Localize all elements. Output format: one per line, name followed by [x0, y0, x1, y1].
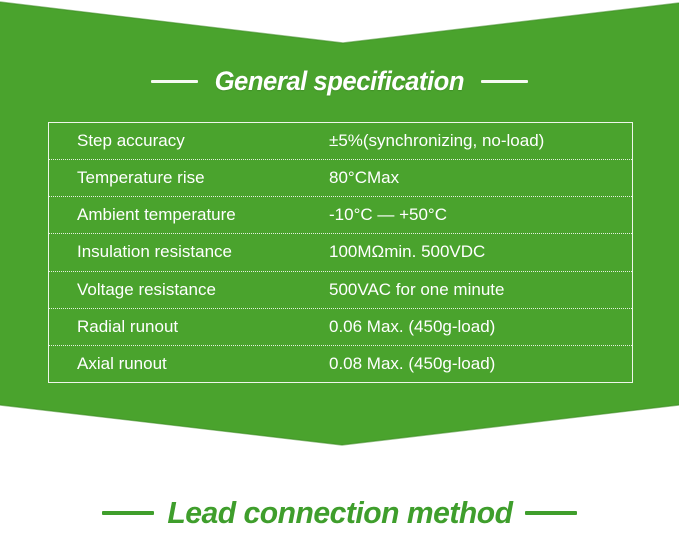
spec-value: 0.06 Max. (450g-load): [329, 316, 496, 336]
footer-dash-left: [102, 511, 154, 515]
lead-connection-heading: [0, 491, 679, 535]
spec-value: ±5%(synchronizing, no-load): [329, 131, 545, 151]
spec-label: Voltage resistance: [77, 279, 216, 299]
spec-table: [48, 122, 633, 383]
spec-value: 100MΩmin. 500VDC: [329, 242, 486, 262]
spec-label: Ambient temperature: [77, 205, 236, 225]
spec-row-step-accuracy: [49, 123, 632, 160]
spec-row-ambient-temperature: [49, 197, 632, 234]
spec-value: 80°CMax: [329, 168, 400, 188]
lead-connection-title: Lead connection method: [166, 495, 513, 530]
heading-dash-right: [481, 80, 528, 83]
footer-dash-right: [525, 511, 577, 515]
spec-label: Axial runout: [77, 353, 167, 373]
heading-dash-left: [151, 80, 198, 83]
spec-label: Step accuracy: [77, 131, 185, 151]
spec-value: 0.08 Max. (450g-load): [329, 353, 496, 373]
spec-value: 500VAC for one minute: [329, 279, 505, 299]
general-spec-heading: [0, 61, 679, 101]
spec-value: -10°C — +50°C: [329, 205, 448, 225]
spec-label: Radial runout: [77, 316, 179, 336]
spec-row-axial-runout: [49, 346, 632, 382]
spec-row-temperature-rise: [49, 160, 632, 197]
spec-row-radial-runout: [49, 309, 632, 346]
spec-label: Temperature rise: [77, 168, 205, 188]
general-spec-title: General specification: [214, 65, 465, 96]
spec-row-voltage-resistance: [49, 272, 632, 309]
spec-row-insulation-resistance: [49, 234, 632, 271]
spec-label: Insulation resistance: [77, 242, 232, 262]
